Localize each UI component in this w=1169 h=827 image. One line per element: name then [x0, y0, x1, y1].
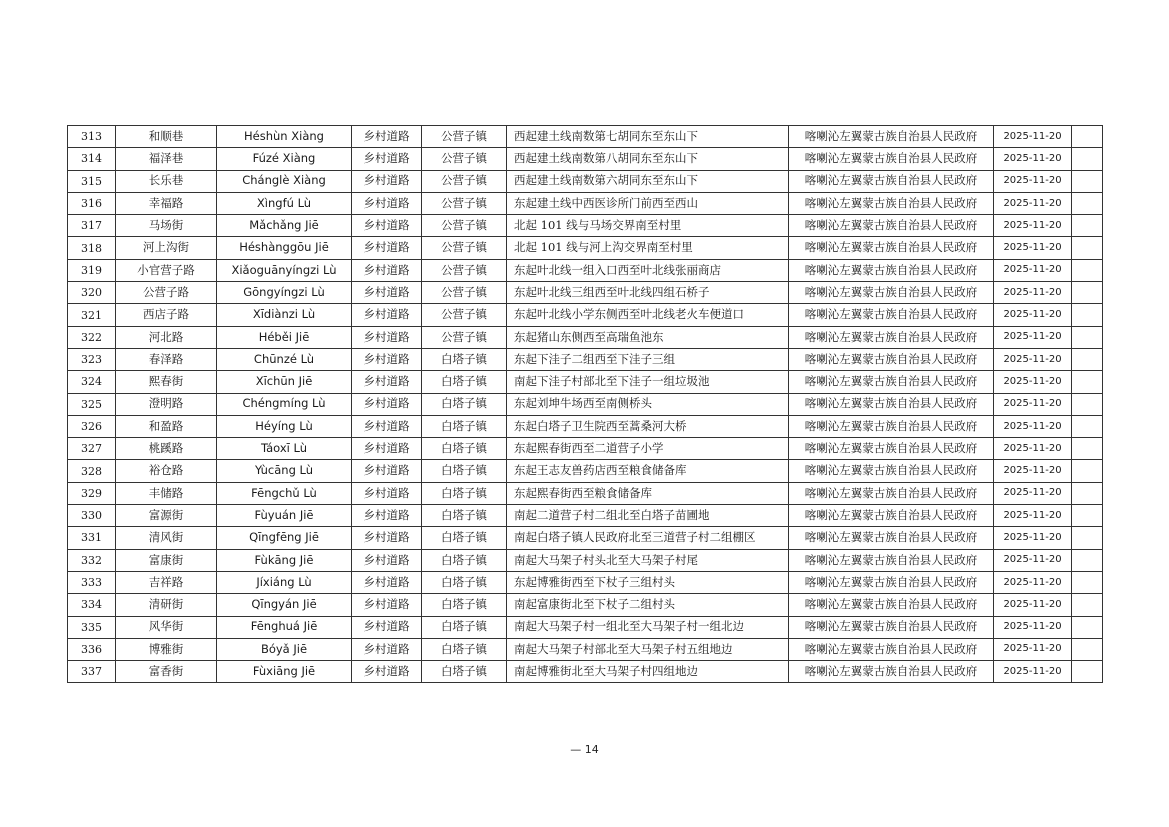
place-names-table-wrapper — [67, 125, 1103, 683]
category-cell: 乡村道路 — [352, 371, 422, 393]
pinyin-cell: Chánglè Xiàng — [217, 170, 352, 192]
table-row — [68, 594, 1103, 616]
town-cell: 白塔子镇 — [422, 482, 507, 504]
description-cell: 北起 101 线与马场交界南至村里 — [507, 215, 789, 237]
authority-cell: 喀喇沁左翼蒙古族自治县人民政府 — [789, 549, 994, 571]
road-name-cell: 福泽巷 — [116, 148, 217, 170]
table-row — [68, 371, 1103, 393]
town-cell: 公营子镇 — [422, 192, 507, 214]
note-cell — [1072, 460, 1103, 482]
description-cell: 东起熙春街西至粮食储备库 — [507, 482, 789, 504]
date-cell: 2025-11-20 — [994, 393, 1072, 415]
road-name-cell: 吉祥路 — [116, 571, 217, 593]
authority-cell: 喀喇沁左翼蒙古族自治县人民政府 — [789, 259, 994, 281]
authority-cell: 喀喇沁左翼蒙古族自治县人民政府 — [789, 460, 994, 482]
date-cell: 2025-11-20 — [994, 505, 1072, 527]
row-number-cell: 314 — [68, 148, 116, 170]
row-number-cell: 313 — [68, 126, 116, 148]
date-cell: 2025-11-20 — [994, 482, 1072, 504]
pinyin-cell: Xīchūn Jiē — [217, 371, 352, 393]
road-name-cell: 澄明路 — [116, 393, 217, 415]
category-cell: 乡村道路 — [352, 304, 422, 326]
category-cell: 乡村道路 — [352, 126, 422, 148]
table-row — [68, 638, 1103, 660]
pinyin-cell: Xìngfú Lù — [217, 192, 352, 214]
note-cell — [1072, 527, 1103, 549]
table-row — [68, 215, 1103, 237]
road-name-cell: 富源街 — [116, 505, 217, 527]
road-name-cell: 河上沟街 — [116, 237, 217, 259]
date-cell: 2025-11-20 — [994, 304, 1072, 326]
road-name-cell: 和盈路 — [116, 415, 217, 437]
date-cell: 2025-11-20 — [994, 438, 1072, 460]
table-row — [68, 549, 1103, 571]
description-cell: 南起下洼子村部北至下洼子一组垃圾池 — [507, 371, 789, 393]
authority-cell: 喀喇沁左翼蒙古族自治县人民政府 — [789, 661, 994, 683]
pinyin-cell: Fēngchǔ Lù — [217, 482, 352, 504]
pinyin-cell: Fúzé Xiàng — [217, 148, 352, 170]
row-number-cell: 330 — [68, 505, 116, 527]
category-cell: 乡村道路 — [352, 482, 422, 504]
authority-cell: 喀喇沁左翼蒙古族自治县人民政府 — [789, 148, 994, 170]
table-row — [68, 460, 1103, 482]
pinyin-cell: Héshùn Xiàng — [217, 126, 352, 148]
authority-cell: 喀喇沁左翼蒙古族自治县人民政府 — [789, 237, 994, 259]
table-body — [68, 126, 1103, 683]
note-cell — [1072, 571, 1103, 593]
road-name-cell: 博雅街 — [116, 638, 217, 660]
category-cell: 乡村道路 — [352, 594, 422, 616]
category-cell: 乡村道路 — [352, 215, 422, 237]
authority-cell: 喀喇沁左翼蒙古族自治县人民政府 — [789, 616, 994, 638]
authority-cell: 喀喇沁左翼蒙古族自治县人民政府 — [789, 282, 994, 304]
road-name-cell: 丰储路 — [116, 482, 217, 504]
category-cell: 乡村道路 — [352, 438, 422, 460]
authority-cell: 喀喇沁左翼蒙古族自治县人民政府 — [789, 415, 994, 437]
authority-cell: 喀喇沁左翼蒙古族自治县人民政府 — [789, 527, 994, 549]
pinyin-cell: Fùxiāng Jiē — [217, 661, 352, 683]
description-cell: 东起猪山东侧西至高瑞鱼池东 — [507, 326, 789, 348]
pinyin-cell: Qīngfēng Jiē — [217, 527, 352, 549]
row-number-cell: 322 — [68, 326, 116, 348]
category-cell: 乡村道路 — [352, 571, 422, 593]
description-cell: 东起叶北线一组入口西至叶北线张丽商店 — [507, 259, 789, 281]
description-cell: 东起建土线中西医诊所门前西至西山 — [507, 192, 789, 214]
category-cell: 乡村道路 — [352, 170, 422, 192]
row-number-cell: 317 — [68, 215, 116, 237]
town-cell: 白塔子镇 — [422, 638, 507, 660]
pinyin-cell: Mǎchǎng Jiē — [217, 215, 352, 237]
town-cell: 公营子镇 — [422, 148, 507, 170]
pinyin-cell: Gōngyíngzi Lù — [217, 282, 352, 304]
description-cell: 北起 101 线与河上沟交界南至村里 — [507, 237, 789, 259]
town-cell: 白塔子镇 — [422, 594, 507, 616]
table-row — [68, 438, 1103, 460]
authority-cell: 喀喇沁左翼蒙古族自治县人民政府 — [789, 215, 994, 237]
pinyin-cell: Fùkāng Jiē — [217, 549, 352, 571]
note-cell — [1072, 215, 1103, 237]
road-name-cell: 风华街 — [116, 616, 217, 638]
description-cell: 南起大马架子村头北至大马架子村尾 — [507, 549, 789, 571]
category-cell: 乡村道路 — [352, 415, 422, 437]
note-cell — [1072, 438, 1103, 460]
table-row — [68, 192, 1103, 214]
row-number-cell: 333 — [68, 571, 116, 593]
note-cell — [1072, 594, 1103, 616]
pinyin-cell: Chūnzé Lù — [217, 348, 352, 370]
description-cell: 南起富康街北至下杖子二组村头 — [507, 594, 789, 616]
category-cell: 乡村道路 — [352, 348, 422, 370]
town-cell: 白塔子镇 — [422, 415, 507, 437]
table-row — [68, 326, 1103, 348]
table-row — [68, 170, 1103, 192]
note-cell — [1072, 304, 1103, 326]
road-name-cell: 长乐巷 — [116, 170, 217, 192]
description-cell: 东起博雅街西至下杖子三组村头 — [507, 571, 789, 593]
authority-cell: 喀喇沁左翼蒙古族自治县人民政府 — [789, 304, 994, 326]
category-cell: 乡村道路 — [352, 638, 422, 660]
place-names-table — [67, 125, 1103, 683]
category-cell: 乡村道路 — [352, 393, 422, 415]
date-cell: 2025-11-20 — [994, 237, 1072, 259]
town-cell: 白塔子镇 — [422, 661, 507, 683]
category-cell: 乡村道路 — [352, 460, 422, 482]
authority-cell: 喀喇沁左翼蒙古族自治县人民政府 — [789, 638, 994, 660]
date-cell: 2025-11-20 — [994, 148, 1072, 170]
pinyin-cell: Bóyǎ Jiē — [217, 638, 352, 660]
authority-cell: 喀喇沁左翼蒙古族自治县人民政府 — [789, 505, 994, 527]
table-row — [68, 505, 1103, 527]
row-number-cell: 318 — [68, 237, 116, 259]
road-name-cell: 马场街 — [116, 215, 217, 237]
date-cell: 2025-11-20 — [994, 371, 1072, 393]
note-cell — [1072, 348, 1103, 370]
road-name-cell: 熙春街 — [116, 371, 217, 393]
date-cell: 2025-11-20 — [994, 192, 1072, 214]
category-cell: 乡村道路 — [352, 192, 422, 214]
description-cell: 南起博雅街北至大马架子村四组地边 — [507, 661, 789, 683]
date-cell: 2025-11-20 — [994, 571, 1072, 593]
note-cell — [1072, 482, 1103, 504]
date-cell: 2025-11-20 — [994, 215, 1072, 237]
table-row — [68, 304, 1103, 326]
date-cell: 2025-11-20 — [994, 282, 1072, 304]
description-cell: 南起大马架子村一组北至大马架子村一组北边 — [507, 616, 789, 638]
row-number-cell: 325 — [68, 393, 116, 415]
note-cell — [1072, 616, 1103, 638]
description-cell: 东起叶北线三组西至叶北线四组石桥子 — [507, 282, 789, 304]
category-cell: 乡村道路 — [352, 505, 422, 527]
table-row — [68, 348, 1103, 370]
category-cell: 乡村道路 — [352, 237, 422, 259]
town-cell: 公营子镇 — [422, 170, 507, 192]
row-number-cell: 326 — [68, 415, 116, 437]
row-number-cell: 321 — [68, 304, 116, 326]
note-cell — [1072, 638, 1103, 660]
pinyin-cell: Xīdiànzi Lù — [217, 304, 352, 326]
pinyin-cell: Chéngmíng Lù — [217, 393, 352, 415]
row-number-cell: 315 — [68, 170, 116, 192]
town-cell: 白塔子镇 — [422, 549, 507, 571]
road-name-cell: 清研街 — [116, 594, 217, 616]
table-row — [68, 661, 1103, 683]
pinyin-cell: Xiǎoguānyíngzi Lù — [217, 259, 352, 281]
road-name-cell: 河北路 — [116, 326, 217, 348]
description-cell: 南起大马架子村部北至大马架子村五组地边 — [507, 638, 789, 660]
road-name-cell: 公营子路 — [116, 282, 217, 304]
road-name-cell: 和顺巷 — [116, 126, 217, 148]
description-cell: 南起二道营子村二组北至白塔子苗圃地 — [507, 505, 789, 527]
date-cell: 2025-11-20 — [994, 348, 1072, 370]
town-cell: 公营子镇 — [422, 237, 507, 259]
town-cell: 白塔子镇 — [422, 348, 507, 370]
row-number-cell: 320 — [68, 282, 116, 304]
table-row — [68, 282, 1103, 304]
town-cell: 白塔子镇 — [422, 371, 507, 393]
date-cell: 2025-11-20 — [994, 126, 1072, 148]
date-cell: 2025-11-20 — [994, 661, 1072, 683]
note-cell — [1072, 661, 1103, 683]
date-cell: 2025-11-20 — [994, 460, 1072, 482]
authority-cell: 喀喇沁左翼蒙古族自治县人民政府 — [789, 126, 994, 148]
road-name-cell: 富康街 — [116, 549, 217, 571]
date-cell: 2025-11-20 — [994, 170, 1072, 192]
description-cell: 东起刘坤牛场西至南侧桥头 — [507, 393, 789, 415]
table-row — [68, 571, 1103, 593]
description-cell: 南起白塔子镇人民政府北至三道营子村二组棚区 — [507, 527, 789, 549]
note-cell — [1072, 505, 1103, 527]
category-cell: 乡村道路 — [352, 527, 422, 549]
road-name-cell: 裕仓路 — [116, 460, 217, 482]
row-number-cell: 336 — [68, 638, 116, 660]
row-number-cell: 327 — [68, 438, 116, 460]
table-row — [68, 527, 1103, 549]
description-cell: 西起建土线南数第八胡同东至东山下 — [507, 148, 789, 170]
row-number-cell: 337 — [68, 661, 116, 683]
category-cell: 乡村道路 — [352, 326, 422, 348]
category-cell: 乡村道路 — [352, 259, 422, 281]
date-cell: 2025-11-20 — [994, 616, 1072, 638]
row-number-cell: 335 — [68, 616, 116, 638]
table-row — [68, 148, 1103, 170]
road-name-cell: 富香街 — [116, 661, 217, 683]
pinyin-cell: Héběi Jiē — [217, 326, 352, 348]
town-cell: 白塔子镇 — [422, 438, 507, 460]
road-name-cell: 幸福路 — [116, 192, 217, 214]
row-number-cell: 323 — [68, 348, 116, 370]
note-cell — [1072, 192, 1103, 214]
town-cell: 公营子镇 — [422, 126, 507, 148]
table-row — [68, 616, 1103, 638]
category-cell: 乡村道路 — [352, 148, 422, 170]
date-cell: 2025-11-20 — [994, 415, 1072, 437]
category-cell: 乡村道路 — [352, 549, 422, 571]
town-cell: 公营子镇 — [422, 326, 507, 348]
date-cell: 2025-11-20 — [994, 638, 1072, 660]
row-number-cell: 328 — [68, 460, 116, 482]
row-number-cell: 316 — [68, 192, 116, 214]
town-cell: 白塔子镇 — [422, 571, 507, 593]
table-row — [68, 259, 1103, 281]
authority-cell: 喀喇沁左翼蒙古族自治县人民政府 — [789, 371, 994, 393]
town-cell: 白塔子镇 — [422, 393, 507, 415]
date-cell: 2025-11-20 — [994, 594, 1072, 616]
road-name-cell: 桃蹊路 — [116, 438, 217, 460]
pinyin-cell: Yùcāng Lù — [217, 460, 352, 482]
authority-cell: 喀喇沁左翼蒙古族自治县人民政府 — [789, 326, 994, 348]
description-cell: 西起建土线南数第七胡同东至东山下 — [507, 126, 789, 148]
category-cell: 乡村道路 — [352, 661, 422, 683]
town-cell: 白塔子镇 — [422, 616, 507, 638]
road-name-cell: 小官营子路 — [116, 259, 217, 281]
description-cell: 东起熙春街西至二道营子小学 — [507, 438, 789, 460]
table-row — [68, 393, 1103, 415]
note-cell — [1072, 549, 1103, 571]
authority-cell: 喀喇沁左翼蒙古族自治县人民政府 — [789, 348, 994, 370]
town-cell: 公营子镇 — [422, 215, 507, 237]
pinyin-cell: Fēnghuá Jiē — [217, 616, 352, 638]
note-cell — [1072, 415, 1103, 437]
note-cell — [1072, 237, 1103, 259]
town-cell: 公营子镇 — [422, 304, 507, 326]
description-cell: 东起白塔子卫生院西至蒿桑河大桥 — [507, 415, 789, 437]
row-number-cell: 334 — [68, 594, 116, 616]
note-cell — [1072, 371, 1103, 393]
date-cell: 2025-11-20 — [994, 527, 1072, 549]
town-cell: 白塔子镇 — [422, 460, 507, 482]
town-cell: 白塔子镇 — [422, 505, 507, 527]
pinyin-cell: Jíxiáng Lù — [217, 571, 352, 593]
town-cell: 白塔子镇 — [422, 527, 507, 549]
row-number-cell: 319 — [68, 259, 116, 281]
pinyin-cell: Fùyuán Jiē — [217, 505, 352, 527]
date-cell: 2025-11-20 — [994, 326, 1072, 348]
description-cell: 西起建土线南数第六胡同东至东山下 — [507, 170, 789, 192]
note-cell — [1072, 282, 1103, 304]
date-cell: 2025-11-20 — [994, 549, 1072, 571]
road-name-cell: 西店子路 — [116, 304, 217, 326]
pinyin-cell: Héyíng Lù — [217, 415, 352, 437]
table-row — [68, 126, 1103, 148]
table-row — [68, 237, 1103, 259]
row-number-cell: 332 — [68, 549, 116, 571]
row-number-cell: 324 — [68, 371, 116, 393]
authority-cell: 喀喇沁左翼蒙古族自治县人民政府 — [789, 482, 994, 504]
road-name-cell: 春泽路 — [116, 348, 217, 370]
authority-cell: 喀喇沁左翼蒙古族自治县人民政府 — [789, 438, 994, 460]
note-cell — [1072, 126, 1103, 148]
road-name-cell: 清风街 — [116, 527, 217, 549]
pinyin-cell: Héshànggōu Jiē — [217, 237, 352, 259]
category-cell: 乡村道路 — [352, 282, 422, 304]
pinyin-cell: Táoxī Lù — [217, 438, 352, 460]
description-cell: 东起王志友兽药店西至粮食储备库 — [507, 460, 789, 482]
note-cell — [1072, 148, 1103, 170]
row-number-cell: 329 — [68, 482, 116, 504]
authority-cell: 喀喇沁左翼蒙古族自治县人民政府 — [789, 571, 994, 593]
table-row — [68, 482, 1103, 504]
authority-cell: 喀喇沁左翼蒙古族自治县人民政府 — [789, 594, 994, 616]
table-row — [68, 415, 1103, 437]
town-cell: 公营子镇 — [422, 259, 507, 281]
note-cell — [1072, 259, 1103, 281]
authority-cell: 喀喇沁左翼蒙古族自治县人民政府 — [789, 170, 994, 192]
category-cell: 乡村道路 — [352, 616, 422, 638]
description-cell: 东起下洼子二组西至下洼子三组 — [507, 348, 789, 370]
date-cell: 2025-11-20 — [994, 259, 1072, 281]
page-number: — 14 — [570, 743, 599, 756]
note-cell — [1072, 170, 1103, 192]
row-number-cell: 331 — [68, 527, 116, 549]
note-cell — [1072, 393, 1103, 415]
note-cell — [1072, 326, 1103, 348]
town-cell: 公营子镇 — [422, 282, 507, 304]
pinyin-cell: Qīngyán Jiē — [217, 594, 352, 616]
authority-cell: 喀喇沁左翼蒙古族自治县人民政府 — [789, 192, 994, 214]
description-cell: 东起叶北线小学东侧西至叶北线老火车便道口 — [507, 304, 789, 326]
authority-cell: 喀喇沁左翼蒙古族自治县人民政府 — [789, 393, 994, 415]
